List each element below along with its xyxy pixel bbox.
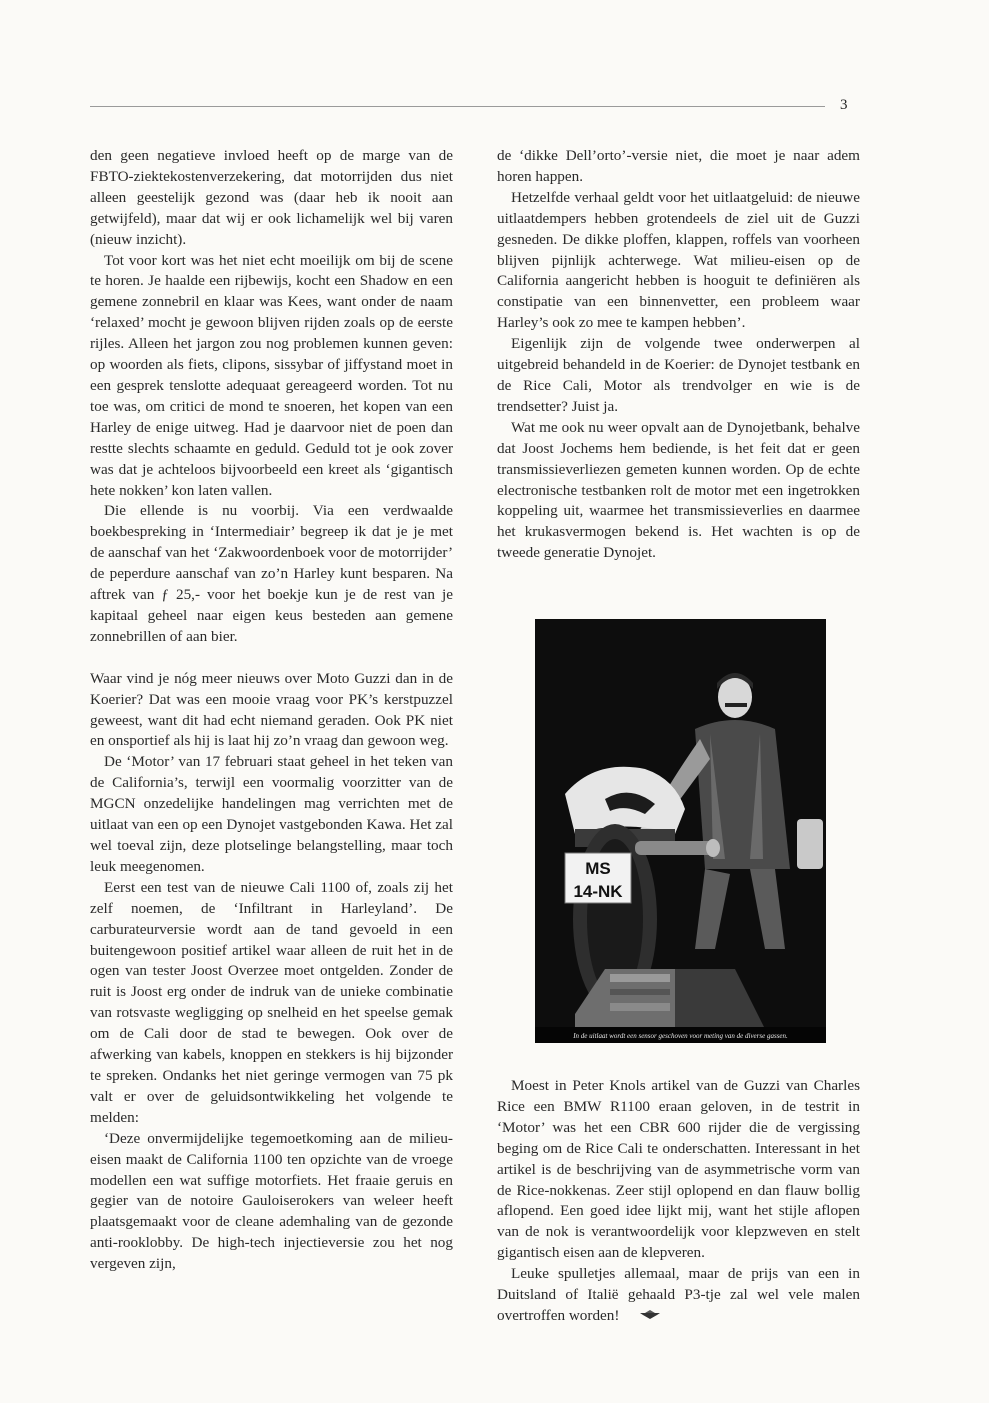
plate-line-2: 14-NK [573,882,623,901]
paragraph: Eigenlijk zijn de volgende twee onderwerpen al uitgebreid behandeld in de Koerier: de Dynojet testbank en de Rice Cali, Motor als trendvolger en wie is de trendsetter? Juist ja. [497,335,860,415]
exhaust-pipe [635,841,715,855]
photo-illustration [535,619,826,1043]
paragraph: De ‘Motor’ van 17 februari staat geheel in het teken van de California’s, terwijl een voormalig voorzitter van de MGCN onzedelijke handelingen mag verrichten met de uitlaat van een op een Dynojet vastgebonden Kawa. Het zal wel toeval zijn, deze plotselinge belangstelling, maar toch leuk meegenomen. [90,753,453,875]
plate-line-1: MS [585,859,611,878]
paragraph: Hetzelfde verhaal geldt voor het uitlaatgeluid: de nieuwe uitlaatdempers hebben grotendeels de ziel uit de Guzzi gesneden. De dikke ploffen, klappen, roffels van voorheen blijven pijnlijk achterwege. Wat milieu-eisen op de California aangericht hebben is hooguit te definiëren als constipatie van een binnenvetter, een probleem waar Harley’s ook zo mee te kampen hebben’. [497,188,860,332]
paragraph-text: Leuke spulletjes allemaal, maar de prijs van een in Duitsland of Italië gehaald P3-tje zal wel vele malen overtroffen worden! [497,1265,860,1324]
paragraph: Wat me ook nu weer opvalt aan de Dynojetbank, behalve dat Joost Jochems hem bediende, is het feit dat er geen transmissieverliezen gemeten kunnen worden. Op de echte electronische testbanken rolt de motor met een ingetrokken koppeling uit, waarmee het transmissieverlies en daarmee het krukasvermogen bekend is. Het wachten is op de tweede generatie Dynojet. [497,418,860,562]
paragraph: Moest in Peter Knols artikel van de Guzzi van Charles Rice een BMW R1100 eraan geloven, in de testrit in ‘Motor’ was het een CBR 600 rijder die de vergissing beging om de Rice Cali te onderschatten. Interessant in het artikel is de beschrijving van de asymmetrische vorm van de Rice-nokkenas. Zeer stijl oplopend en dan flauw bollig aflopend. Een goed idee lijkt mij, want het stijle aflopen van de nok is verantwoordelijk voor klepzweven en stelt gigantisch eisen aan de klepveren. [497,1077,860,1262]
end-mark-icon [625,1306,661,1327]
header-rule [90,106,825,107]
right-column-lower [497,1076,860,1327]
paragraph: den geen negatieve invloed heeft op de marge van de FBTO-ziektekostenverzekering, dat motorrijden dus niet alleen geestelijk gezond was (daar heb ik nooit aan getwijfeld), maar dat wij er ook lichamelijk wel bij varen (nieuw inzicht). [90,147,453,248]
page-number: 3 [840,97,848,113]
paragraph: de ‘dikke Dell’orto’-versie niet, die moet je naar adem horen happen. [497,147,860,185]
paragraph: Die ellende is nu voorbij. Via een verdwaalde boekbespreking in ‘Intermediair’ begreep ik dat je je met de aanschaf van het ‘Zakwoordenboek voor de motorrijder’ de peperdure aanschaf van zo’n Harley kunt besparen. Na aftrek van ƒ 25,- voor het boekje kun je de rest van je kapitaal geheel naar eigen keus besteden aan gemene zonnebrillen of aan bier. [90,502,453,645]
paragraph: ‘Deze onvermijdelijke tegemoetkoming aan de milieu-eisen maakt de California 1100 ten opzichte van de vroege modellen een wat suffige motorfiets. Het fraaie geruis en gegier van de notoire Gauloiserokers van weleer heeft plaatsgemaakt voor de cleane ademhaling van de gezonde anti-rooklobby. De high-tech injectieversie zou het nog vergeven zijn, [90,1129,453,1273]
paragraph: Waar vind je nóg meer nieuws over Moto Guzzi dan in de Koerier? Dat was een mooie vraag voor PK’s kerstpuzzel geweest, want dit had echt niemand geraden. Ook PK niet en onsportief als hij is laat hij zo’n vraag dan gewoon weg. [90,669,453,750]
motorcycle-dyno-photo [535,619,826,1043]
left-column [90,146,453,1275]
right-column [497,146,860,564]
photo-caption: In de uitlaat wordt een sensor geschoven voor meting van de diverse gassen. [573,1032,788,1040]
paragraph: Eerst een test van de nieuwe Cali 1100 of, zoals zij het zelf noemen, de ‘Infiltrant in Harleyland’. De carburateurversie wordt aan de tand gevoeld in een buitengewoon positief artikel waar alleen de ruit het in de ogen van tester Joost Overzee moet ontgelden. Zonder de ruit is Joost erg onder de indruk van de unieke combinatie van rotsvaste wegligging op snelheid en het speelse gemak om de Cali door de stad te bewegen. Ook over de afwerking van kabels, knoppen en stekkers is hij bijzonder te spreken. Ondanks het niet geringe vermogen van 75 pk valt er over de geluidsontwikkeling het volgende te melden: [90,878,453,1126]
paragraph: Tot voor kort was het niet echt moeilijk om bij de scene te horen. Je haalde een rijbewijs, kocht een Shadow en een gemene zonnebril en klaar was Kees, want onder de naam ‘relaxed’ mocht je gewoon blijven rijden zoals op de eerste rijles. Alleen het jargon zou nog problemen kunnen geven: op woorden als fiets, clipons, sissybar of jiffystand moet in een gesprek tenslotte adequaat gereageerd worden. Tot nu toe was, om critici de mond te snoeren, het kopen van een Harley de enige uitweg. Had je daarvoor niet de poen dan restte slechts schaamte en geduld. Geduld tot je ook zover was dat je achteloos bijvoorbeeld een kreet als ‘gigantisch hete nokken’ kon laten vallen. [90,251,453,499]
paragraph [497,1264,860,1327]
